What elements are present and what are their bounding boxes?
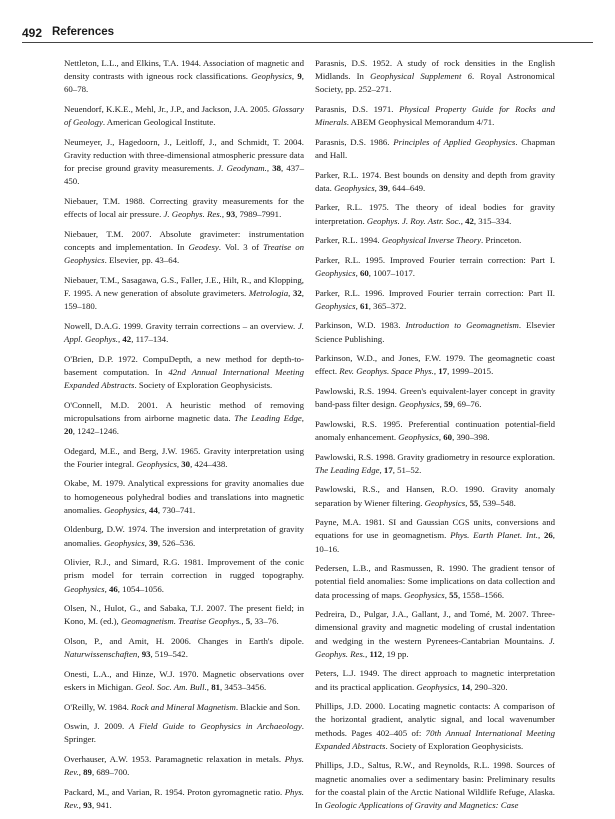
reference-text: Parker, R.L. 1996. Improved Fourier terrain correction: Part II. <box>315 287 555 298</box>
reference-entry <box>315 234 555 247</box>
reference-text: . Blackie and Son. <box>235 701 301 712</box>
reference-volume: 42 <box>465 215 474 226</box>
reference-pages: , 60–78. <box>64 71 304 95</box>
reference-text: , <box>355 300 360 311</box>
reference-title: Geol. Soc. Am. Bull. <box>135 681 207 692</box>
reference-volume: 17 <box>438 366 448 377</box>
reference-volume: 112 <box>369 648 383 659</box>
reference-pages: , 315–334. <box>473 215 512 226</box>
running-head: References <box>52 26 115 38</box>
reference-text: . American Geological Institute. <box>102 117 216 128</box>
reference-title: Geophys. J. Roy. Astr. Soc. <box>366 215 461 226</box>
reference-title: Geophysics <box>136 458 177 469</box>
reference-pages: , 689–700. <box>91 767 130 778</box>
reference-entry <box>64 445 304 471</box>
reference-text: Okabe, M. 1979. Analytical expressions for gravity anomalies due to homogeneous polyhedral bodies and translations into magnetic anomalies. <box>64 478 304 515</box>
reference-title: Geophysics <box>424 497 466 508</box>
reference-volume: 39 <box>149 537 158 548</box>
reference-pages: , 33–76. <box>250 616 279 627</box>
reference-text: . ABEM Geophysical Memorandum 4/71. <box>346 117 495 128</box>
reference-text: . Royal Astronomical Society, pp. 252–271. <box>315 71 555 95</box>
reference-title: 42nd Annual International Meeting Expanded Abstracts <box>64 366 304 390</box>
reference-entry <box>64 353 304 393</box>
reference-pages: , 19 pp. <box>382 648 409 659</box>
reference-text: , <box>456 681 462 692</box>
reference-pages: , 941. <box>91 799 112 810</box>
reference-pages: , 730–741. <box>157 504 196 515</box>
reference-entry <box>64 720 304 746</box>
reference-text: Pawlowski, R.S. 1994. Green's equivalent-layer concept in gravity band-pass filter design. <box>315 385 555 410</box>
reference-title: Geophysics <box>315 267 356 278</box>
reference-pages: , 539–548. <box>478 497 516 508</box>
reference-text: Onesti, L.A., and Hinze, W.J. 1970. Magnetic observations over eskers in Michigan. <box>64 668 304 692</box>
reference-pages: , 526–536. <box>157 537 196 548</box>
reference-volume: 20 <box>64 426 73 436</box>
reference-volume: 26 <box>544 530 553 541</box>
reference-text: Nettleton, L.L., and Elkins, T.A. 1944. Association of magnetic and density contrasts with igneous rock classifications. <box>64 58 304 82</box>
reference-entry <box>315 562 555 602</box>
reference-title: Geologic Applications of Gravity and Magnetics: Case <box>324 799 519 810</box>
reference-title: Geophysics <box>416 681 457 692</box>
reference-title: Geodesy <box>188 242 219 252</box>
reference-entry <box>315 287 555 313</box>
reference-text: Olivier, R.J., and Simard, R.G. 1981. Improvement of the conic prism model for terrain correction in rugged topography. <box>64 557 304 581</box>
reference-title: Geophysics <box>104 537 145 548</box>
reference-text: , <box>439 399 445 410</box>
reference-text: . Springer. <box>64 721 304 745</box>
reference-volume: 60 <box>359 267 369 278</box>
reference-entry <box>315 201 555 227</box>
reference-pages: , 437–450. <box>64 163 304 187</box>
reference-volume: 93 <box>226 209 236 220</box>
reference-pages: , 365–372. <box>368 300 407 311</box>
reference-pages: , 159–180. <box>64 288 304 312</box>
reference-volume: 46 <box>108 583 118 594</box>
reference-entry <box>64 320 304 346</box>
reference-text: Phillips, J.D. 2000. Locating magnetic contacts: A comparison of the horizontal gradient, analytic signal, and local wavenumber methods. Pages 402–405 of: <box>315 701 555 738</box>
reference-pages: , 3453–3456. <box>219 681 267 692</box>
reference-title: Geophysics <box>251 71 292 82</box>
reference-text: O'Connell, M.D. 2001. A heuristic method of removing micropulsations from airborne magnetic data. <box>64 399 304 423</box>
reference-pages: , 117–134. <box>131 334 169 344</box>
reference-entry <box>315 608 555 661</box>
reference-text: , <box>438 431 444 442</box>
reference-pages: , 1999–2015. <box>447 366 494 377</box>
reference-text: O'Brien, D.P. 1972. CompuDepth, a new method for depth-to-basement computation. In <box>64 353 304 377</box>
reference-entry <box>64 274 304 314</box>
reference-volume: 44 <box>149 504 158 515</box>
reference-entry <box>315 700 555 753</box>
reference-text: , <box>176 458 182 469</box>
reference-entry <box>64 786 304 812</box>
reference-text: Parker, R.L. 1975. The theory of ideal bodies for gravity interpretation. <box>315 202 555 226</box>
reference-text: Peters, L.J. 1949. The direct approach to magnetic interpretation and its practical application. <box>315 668 555 692</box>
reference-volume: 81 <box>211 681 220 692</box>
reference-text: Payne, M.A. 1981. SI and Gaussian CGS units, conversions and equations for use in geomagnetism. <box>315 517 555 541</box>
left-column <box>64 57 304 819</box>
right-column <box>315 57 555 819</box>
reference-volume: 61 <box>359 300 369 311</box>
reference-volume: 14 <box>461 681 471 692</box>
reference-title: Physical Property Guide for Rocks and Minerals <box>315 104 555 128</box>
reference-text: . Princeton. <box>481 235 522 246</box>
reference-title: Geophysics <box>404 589 445 600</box>
reference-entry <box>64 136 304 189</box>
reference-text: . Chapman and Hall. <box>315 136 555 160</box>
reference-title: Geophysics <box>104 504 145 515</box>
reference-text: , <box>433 366 439 377</box>
reference-entry <box>315 759 555 812</box>
reference-text: , <box>118 334 123 344</box>
reference-volume: 32 <box>293 288 302 298</box>
reference-volume: 38 <box>272 163 282 174</box>
reference-text: Parker, R.L. 1974. Best bounds on density and depth from gravity data. <box>315 169 555 193</box>
reference-text: Pawlowski, R.S. 1998. Gravity gradiometry in resource exploration. <box>315 451 555 462</box>
reference-pages: , 10–16. <box>315 530 555 554</box>
reference-text: , <box>291 71 298 82</box>
reference-title: Glossary of Geology <box>64 104 304 128</box>
reference-pages: , 69–76. <box>452 399 482 410</box>
reference-text: , <box>460 215 466 226</box>
reference-pages: , 7989–7991. <box>235 209 282 220</box>
reference-text: Pedersen, L.B., and Rasmussen, R. 1990. The gradient tensor of potential field anomalies: Some implications on data collection and data processing of maps. <box>315 563 555 600</box>
reference-volume: 5 <box>245 616 251 627</box>
reference-text: , <box>355 267 360 278</box>
reference-volume: 55 <box>469 497 479 508</box>
reference-title: The Leading Edge <box>315 464 380 475</box>
reference-volume: 17 <box>383 464 393 475</box>
reference-entry <box>64 753 304 779</box>
reference-entry <box>64 668 304 694</box>
reference-text: Oldenburg, D.W. 1974. The inversion and interpretation of gravity anomalies. <box>64 524 304 548</box>
reference-entry <box>315 57 555 97</box>
reference-text: Parker, R.L. 1994. <box>315 235 382 246</box>
reference-pages: , 519–542. <box>150 649 188 660</box>
reference-text: Pawlowski, R.S. 1995. Preferential continuation potential-field anomaly enhancement. <box>315 418 555 442</box>
reference-title: Geophysics <box>399 399 440 410</box>
reference-entry <box>315 516 555 556</box>
reference-text: , <box>465 497 470 508</box>
reference-text: , <box>444 589 450 600</box>
reference-text: Niebauer, T.M., Sasagawa, G.S., Faller, J.E., Hilt, R., and Klopping, F. 1995. A new generation of absolute gravimeters. <box>64 274 304 298</box>
reference-text: Neumeyer, J., Hagedoorn, J., Leitloff, J., and Schmidt, T. 2004. Gravity reduction with three-dimensional atmospheric pressure data for precise ground gravity measurements. <box>64 136 304 174</box>
reference-text: Parker, R.L. 1995. Improved Fourier terrain correction: Part I. <box>315 254 555 265</box>
reference-text: Parasnis, D.S. 1952. A study of rock densities in the English Midlands. In <box>315 58 555 82</box>
reference-title: J. Appl. Geophys. <box>64 320 304 344</box>
reference-title: Naturwissenschaften <box>64 649 138 660</box>
reference-entry <box>64 477 304 517</box>
reference-text: Parasnis, D.S. 1986. <box>315 136 394 147</box>
reference-text: , <box>241 616 246 627</box>
reference-title: Phys. Earth Planet. Int. <box>450 530 538 541</box>
reference-text: . Vol. 3 of <box>218 242 264 252</box>
reference-entry <box>315 352 555 378</box>
reference-text: Nowell, D.A.G. 1999. Gravity terrain corrections – an overview. <box>64 320 298 331</box>
reference-entry <box>315 254 555 280</box>
reference-entry <box>315 103 555 129</box>
reference-entry <box>64 701 304 714</box>
reference-text: Olson, P., and Amit, H. 2006. Changes in Earth's dipole. <box>64 635 304 646</box>
reference-text: Olsen, N., Hulot, G., and Sabaka, T.J. 2007. The present field; in Kono, M. (ed.), <box>64 603 304 627</box>
reference-text: , <box>221 209 227 220</box>
reference-text: , <box>365 648 370 659</box>
reference-volume: 59 <box>444 399 453 410</box>
reference-text: , <box>144 537 150 548</box>
reference-text: Niebauer, T.M. 2007. Absolute gravimeter: instrumentation concepts and implementation. In <box>64 228 304 252</box>
reference-text: Oswin, J. 2009. <box>64 721 129 732</box>
reference-volume: 93 <box>83 799 92 810</box>
reference-text: Packard, M., and Varian, R. 1954. Proton gyromagnetic ratio. <box>64 786 285 797</box>
reference-text: Pedreira, D., Pulgar, J.A., Gallant, J., and Tomé, M. 2007. Three-dimensional gravity and magnetic modeling of crustal indentation and wedging in the western Pyrenees-Cantabrian Mountains. <box>315 609 555 646</box>
reference-text: . Society of Exploration Geophysicists. <box>385 740 524 751</box>
reference-text: , <box>137 649 142 660</box>
reference-volume: 60 <box>443 431 453 442</box>
reference-title: Geophysics <box>334 182 375 193</box>
reference-text: , <box>78 767 84 778</box>
reference-entry <box>64 556 304 596</box>
reference-pages: , 51–52. <box>392 464 422 475</box>
reference-entry <box>315 169 555 195</box>
reference-title: Geophysical Supplement 6 <box>370 71 472 82</box>
reference-entry <box>64 635 304 661</box>
reference-volume: 55 <box>449 589 458 600</box>
reference-title: Principles of Applied Geophysics <box>393 136 516 147</box>
reference-title: J. Geophys. Res. <box>163 209 222 220</box>
page-header <box>22 26 593 46</box>
reference-pages: , 424–438. <box>190 458 228 469</box>
reference-title: A Field Guide to Geophysics in Archaeology <box>129 721 302 732</box>
reference-text: , <box>266 163 273 174</box>
reference-text: , <box>374 182 380 193</box>
reference-title: Phys. Rev. <box>64 786 304 810</box>
reference-text: , <box>379 464 384 475</box>
reference-text: Overhauser, A.W. 1953. Paramagnetic relaxation in metals. <box>64 753 285 764</box>
reference-pages: , 1558–1566. <box>457 589 505 600</box>
reference-title: Geophysics <box>315 300 356 311</box>
reference-entry <box>64 228 304 268</box>
reference-text: . Society of Exploration Geophysicists. <box>134 380 273 390</box>
reference-text: Neuendorf, K.K.E., Mehl, Jr., J.P., and Jackson, J.A. 2005. <box>64 104 273 114</box>
reference-entry <box>64 103 304 129</box>
reference-title: J. Geophys. Res. <box>315 635 555 659</box>
reference-title: Geomagnetism. Treatise Geophys. <box>120 616 242 627</box>
reference-text: , <box>206 681 212 692</box>
reference-title: Geophysical Inverse Theory <box>381 235 482 246</box>
reference-volume: 42 <box>122 334 132 344</box>
reference-text: , <box>104 583 109 594</box>
reference-pages: , 644–649. <box>387 182 426 193</box>
reference-text: Phillips, J.D., Saltus, R.W., and Reynolds, R.L. 1998. Sources of magnetic anomalies over a sedimentary basin: Preliminary results for the coastal plain of the Arctic National Wildlife Refuge, Alaska. In <box>315 760 555 810</box>
reference-text: , <box>144 504 150 515</box>
reference-entry <box>64 195 304 221</box>
reference-title: Introduction to Geomagnetism <box>405 320 519 331</box>
reference-pages: , 1007–1017. <box>368 267 415 278</box>
reference-text: Parkinson, W.D. 1983. <box>315 320 406 331</box>
reference-entry <box>64 602 304 628</box>
reference-entry <box>64 523 304 549</box>
reference-text: . Elsevier, pp. 43–64. <box>104 255 180 266</box>
reference-text: . Elsevier Science Publishing. <box>315 320 555 344</box>
reference-title: The Leading Edge <box>234 412 302 423</box>
reference-title: Geophysics <box>64 583 105 594</box>
reference-entry <box>315 483 555 509</box>
reference-text: , <box>301 412 304 423</box>
page-number: 492 <box>22 26 43 40</box>
reference-title: Phys. Rev. <box>64 753 304 778</box>
reference-entry <box>315 667 555 693</box>
reference-text: Parasnis, D.S. 1971. <box>315 104 400 114</box>
reference-text: , <box>537 530 544 541</box>
reference-volume: 93 <box>141 649 151 660</box>
reference-entry <box>64 57 304 97</box>
reference-text: Niebauer, T.M. 1988. Correcting gravity measurements for the effects of local air pressure. <box>64 196 304 220</box>
reference-text: O'Reilly, W. 1984. <box>64 701 131 712</box>
reference-volume: 9 <box>297 71 302 82</box>
reference-entry <box>315 319 555 345</box>
reference-title: Geophysics <box>398 431 439 442</box>
reference-text: , <box>78 799 84 810</box>
reference-title: Rock and Mineral Magnetism <box>131 701 236 712</box>
reference-entry <box>64 399 304 439</box>
reference-text: , <box>288 288 293 298</box>
reference-text: Parkinson, W.D., and Jones, F.W. 1979. The geomagnetic coast effect. <box>315 353 555 377</box>
header-rule <box>22 42 593 43</box>
reference-entry <box>315 451 555 477</box>
reference-volume: 39 <box>379 182 388 193</box>
reference-title: J. Geodynam. <box>217 163 267 174</box>
reference-pages: , 1054–1056. <box>117 583 164 594</box>
reference-text: Pawlowski, R.S., and Hansen, R.O. 1990. Gravity anomaly separation by Wiener filtering. <box>315 484 555 508</box>
reference-title: Treatise on Geophysics <box>64 242 304 266</box>
reference-title: Rev. Geophys. Space Phys. <box>339 366 434 377</box>
reference-pages: , 1242–1246. <box>72 426 119 436</box>
reference-volume: 30 <box>181 458 191 469</box>
reference-entry <box>315 385 555 411</box>
reference-title: Metrologia <box>248 288 289 298</box>
reference-entry <box>315 418 555 444</box>
reference-title: 70th Annual International Meeting Expanded Abstracts <box>315 727 555 751</box>
reference-pages: , 390–398. <box>452 431 490 442</box>
reference-pages: , 290–320. <box>470 681 508 692</box>
reference-entry <box>315 136 555 162</box>
reference-text: Odegard, M.E., and Berg, J.W. 1965. Gravity interpretation using the Fourier integral. <box>64 445 304 469</box>
reference-volume: 89 <box>83 767 92 778</box>
